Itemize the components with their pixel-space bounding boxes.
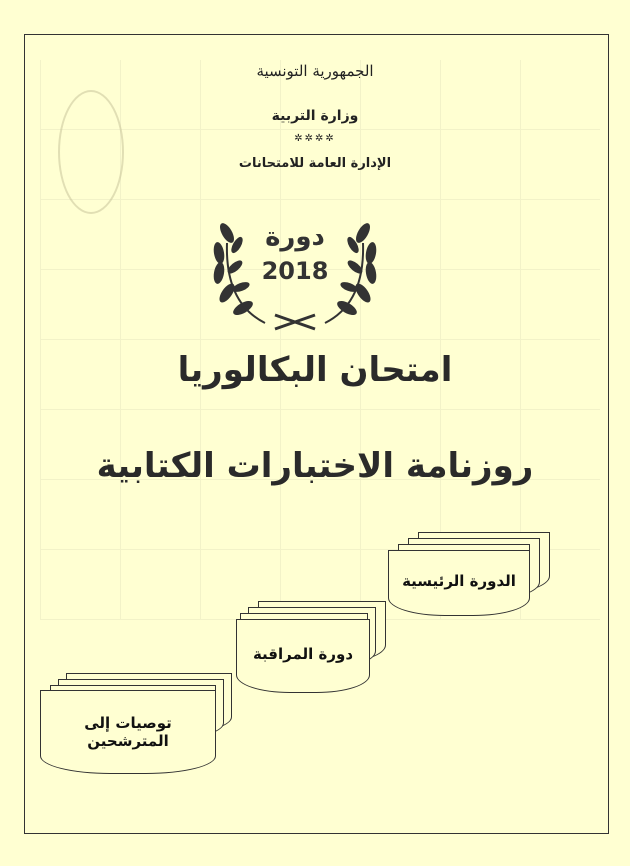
calendar-title: روزنامة الاختبارات الكتابية: [96, 446, 534, 486]
ministry-label: وزارة التربية: [271, 108, 359, 124]
directorate-label: الإدارة العامة للامتحانات: [238, 156, 392, 171]
session-year: 2018: [261, 257, 329, 285]
laurel-wreath-emblem: [205, 203, 385, 333]
header-separator: ✲✲✲✲: [294, 133, 336, 144]
session-word: دورة: [265, 222, 325, 252]
laurel-left-icon: [212, 221, 265, 323]
exam-title: امتحان البكالوريا: [177, 350, 453, 390]
section-label: دورة المراقبة: [252, 645, 354, 663]
section-label: الدورة الرئيسية: [402, 572, 516, 590]
section-label: توصيات إلى المترشحين: [84, 714, 172, 750]
ribbon-cross-icon: [275, 315, 315, 329]
republic-label: الجمهورية التونسية: [256, 62, 374, 80]
laurel-right-icon: [325, 221, 378, 323]
